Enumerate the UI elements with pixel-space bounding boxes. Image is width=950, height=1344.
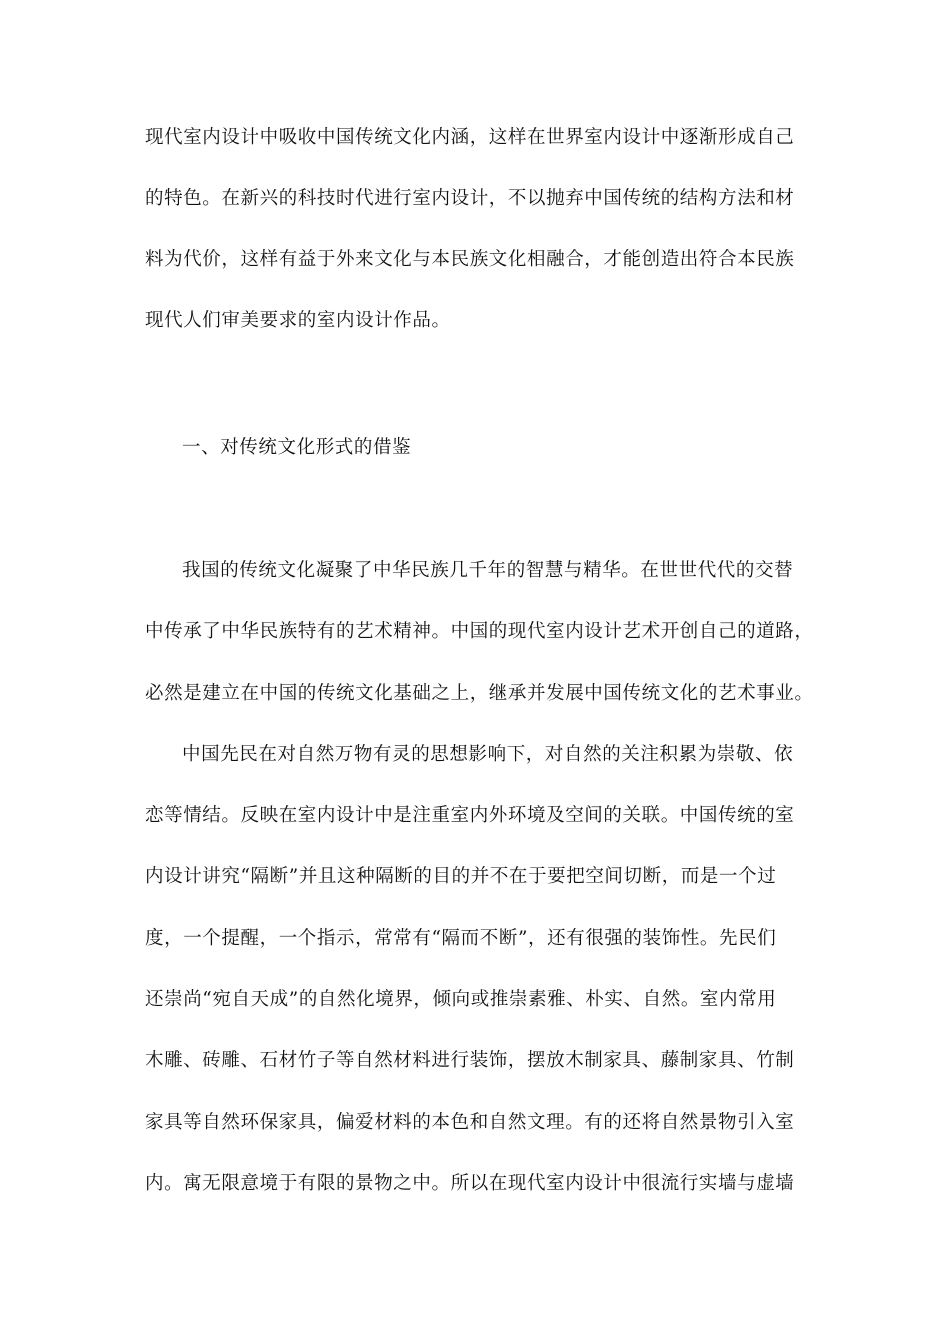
paragraph-2-line: 还崇尚“宛自天成”的自然化境界，倾向或推崇素雅、朴实、自然。室内常用 <box>145 989 777 1011</box>
paragraph-2-line: 内。寓无限意境于有限的景物之中。所以在现代室内设计中很流行实墙与虚墙 <box>145 1172 795 1194</box>
paragraph-2-line: 木雕、砖雕、石材竹子等自然材料进行装饰，摆放木制家具、藤制家具、竹制 <box>145 1050 795 1072</box>
paragraph-2-line: 中国先民在对自然万物有灵的思想影响下，对自然的关注积累为崇敬、依 <box>182 743 794 765</box>
paragraph-2-line: 度，一个提醒，一个指示，常常有“隔而不断”，还有很强的装饰性。先民们 <box>145 927 777 949</box>
paragraph-2-line: 恋等情结。反映在室内设计中是注重室内外环境及空间的关联。中国传统的室 <box>145 805 795 827</box>
paragraph-1-line: 中传承了中华民族特有的艺术精神。中国的现代室内设计艺术开创自己的道路， <box>145 621 814 643</box>
paragraph-1-line: 必然是建立在中国的传统文化基础之上，继承并发展中国传统文化的艺术事业。 <box>145 682 814 704</box>
section-heading: 一、对传统文化形式的借鉴 <box>182 437 412 458</box>
intro-line: 的特色。在新兴的科技时代进行室内设计，不以抛弃中国传统的结构方法和材 <box>145 188 795 209</box>
intro-paragraph <box>145 122 805 366</box>
intro-line: 现代人们审美要求的室内设计作品。 <box>145 310 451 331</box>
paragraph-2-line: 内设计讲究“隔断”并且这种隔断的目的并不在于要把空间切断，而是一个过 <box>145 866 777 888</box>
paragraph-1-line: 我国的传统文化凝聚了中华民族几千年的智慧与精华。在世世代代的交替 <box>182 560 794 581</box>
intro-line: 现代室内设计中吸收中国传统文化内涵，这样在世界室内设计中逐渐形成自己 <box>145 127 795 148</box>
paragraph-2-line: 家具等自然环保家具，偏爱材料的本色和自然文理。有的还将自然景物引入室 <box>145 1111 795 1133</box>
body-paragraphs <box>145 555 814 1229</box>
intro-line: 料为代价，这样有益于外来文化与本民族文化相融合，才能创造出符合本民族 <box>145 249 795 270</box>
